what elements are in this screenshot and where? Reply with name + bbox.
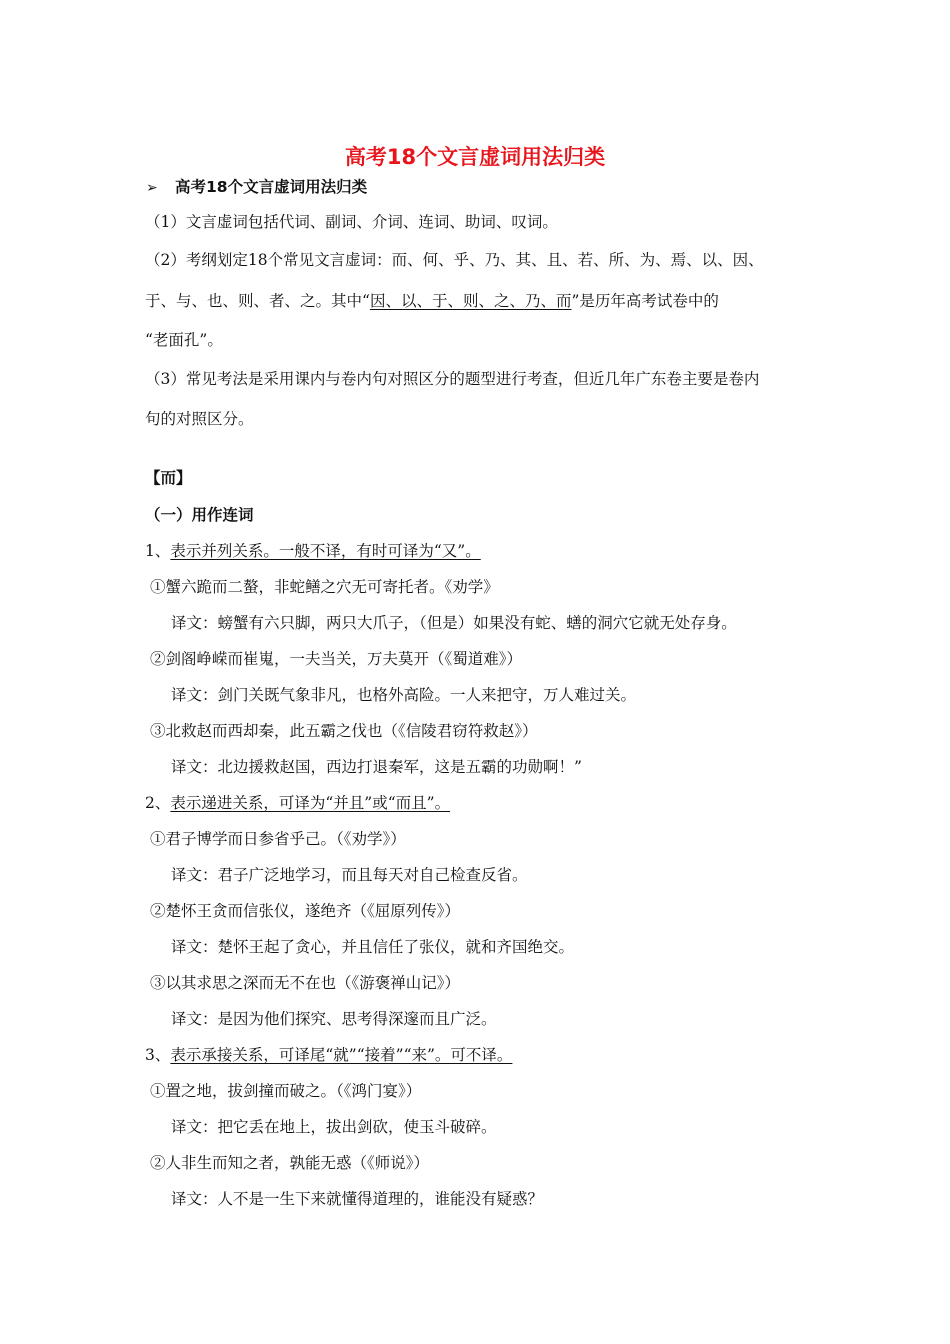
subsection-conjunction: （一）用作连词 [145,506,254,524]
paragraph-2-line-2 [145,291,719,311]
key-words-underlined: 因、以、于、则、之、乃、而 [369,292,572,310]
paragraph-2-line-3: “老面孔”。 [145,331,223,349]
paragraph-1: （1）文言虚词包括代词、副词、介词、连词、助词、叹词。 [145,213,558,231]
paragraph-2-text: 于、与、也、则、者、之。其中“ [145,292,370,310]
translation-1-2: 译文：剑门关既气象非凡，也格外高险。一人来把守，万人难过关。 [171,686,637,704]
example-1-2: ②剑阁峥嵘而崔嵬，一夫当关，万夫莫开（《蜀道难》） [150,650,523,668]
example-1-3: ③北救赵而西却秦，此五霸之伐也（《信陵君窃符救赵》） [150,722,538,740]
translation-3-2: 译文：人不是一生下来就懂得道理的，谁能没有疑惑？ [171,1190,544,1208]
example-3-1: ①置之地，拔剑撞而破之。（《鸿门宴》） [150,1082,422,1100]
paragraph-2-text-end: ”是历年高考试卷中的 [571,292,719,310]
translation-1-1: 译文：螃蟹有六只脚，两只大爪子，（但是）如果没有蛇、蟮的洞穴它就无处存身。 [171,614,737,632]
item-3 [145,1045,512,1065]
item-rule: 表示递进关系，可译为“并且”或“而且”。 [170,794,451,812]
example-2-2: ②楚怀王贪而信张仪，遂绝齐（《屈原列传》） [150,902,461,920]
paragraph-3-line-2: 句的对照区分。 [145,410,254,428]
translation-2-3: 译文：是因为他们探究、思考得深邃而且广泛。 [171,1010,497,1028]
example-1-1: ①蟹六跪而二螯，非蛇鳝之穴无可寄托者。《劝学》 [150,578,499,596]
translation-1-3: 译文：北边援救赵国，西边打退秦军，这是五霸的功勋啊！” [171,758,582,776]
translation-3-1: 译文：把它丢在地上，拔出剑砍，使玉斗破碎。 [171,1118,497,1136]
item-2 [145,793,450,813]
item-1 [145,541,481,561]
item-rule: 表示承接关系，可译尾“就”“接着”“来”。可不译。 [170,1046,513,1064]
paragraph-2-line-1: （2）考纲划定18个常见文言虚词：而、何、乎、乃、其、且、若、所、为、焉、以、因、 [145,251,764,269]
paragraph-3-line-1: （3）常见考法是采用课内与卷内句对照区分的题型进行考查，但近几年广东卷主要是卷内 [145,370,760,388]
bullet-arrow-icon: ➢ [146,180,158,196]
translation-2-2: 译文：楚怀王起了贪心，并且信任了张仪，就和齐国绝交。 [171,938,575,956]
item-number: 1、 [145,542,171,560]
item-rule: 表示并列关系。一般不译，有时可译为“又”。 [170,542,481,560]
translation-2-1: 译文：君子广泛地学习，而且每天对自己检查反省。 [171,866,528,884]
example-2-3: ③以其求思之深而无不在也（《游褒禅山记》） [150,974,461,992]
example-2-1: ①君子博学而日参省乎己。（《劝学》） [150,830,406,848]
section-er-heading: 【而】 [145,469,192,487]
item-number: 3、 [145,1046,171,1064]
section-heading: 高考18个文言虚词用法归类 [175,178,368,196]
item-number: 2、 [145,794,171,812]
document-title: 高考18个文言虚词用法归类 [344,145,606,169]
example-3-2: ②人非生而知之者，孰能无惑（《师说》） [150,1154,430,1172]
